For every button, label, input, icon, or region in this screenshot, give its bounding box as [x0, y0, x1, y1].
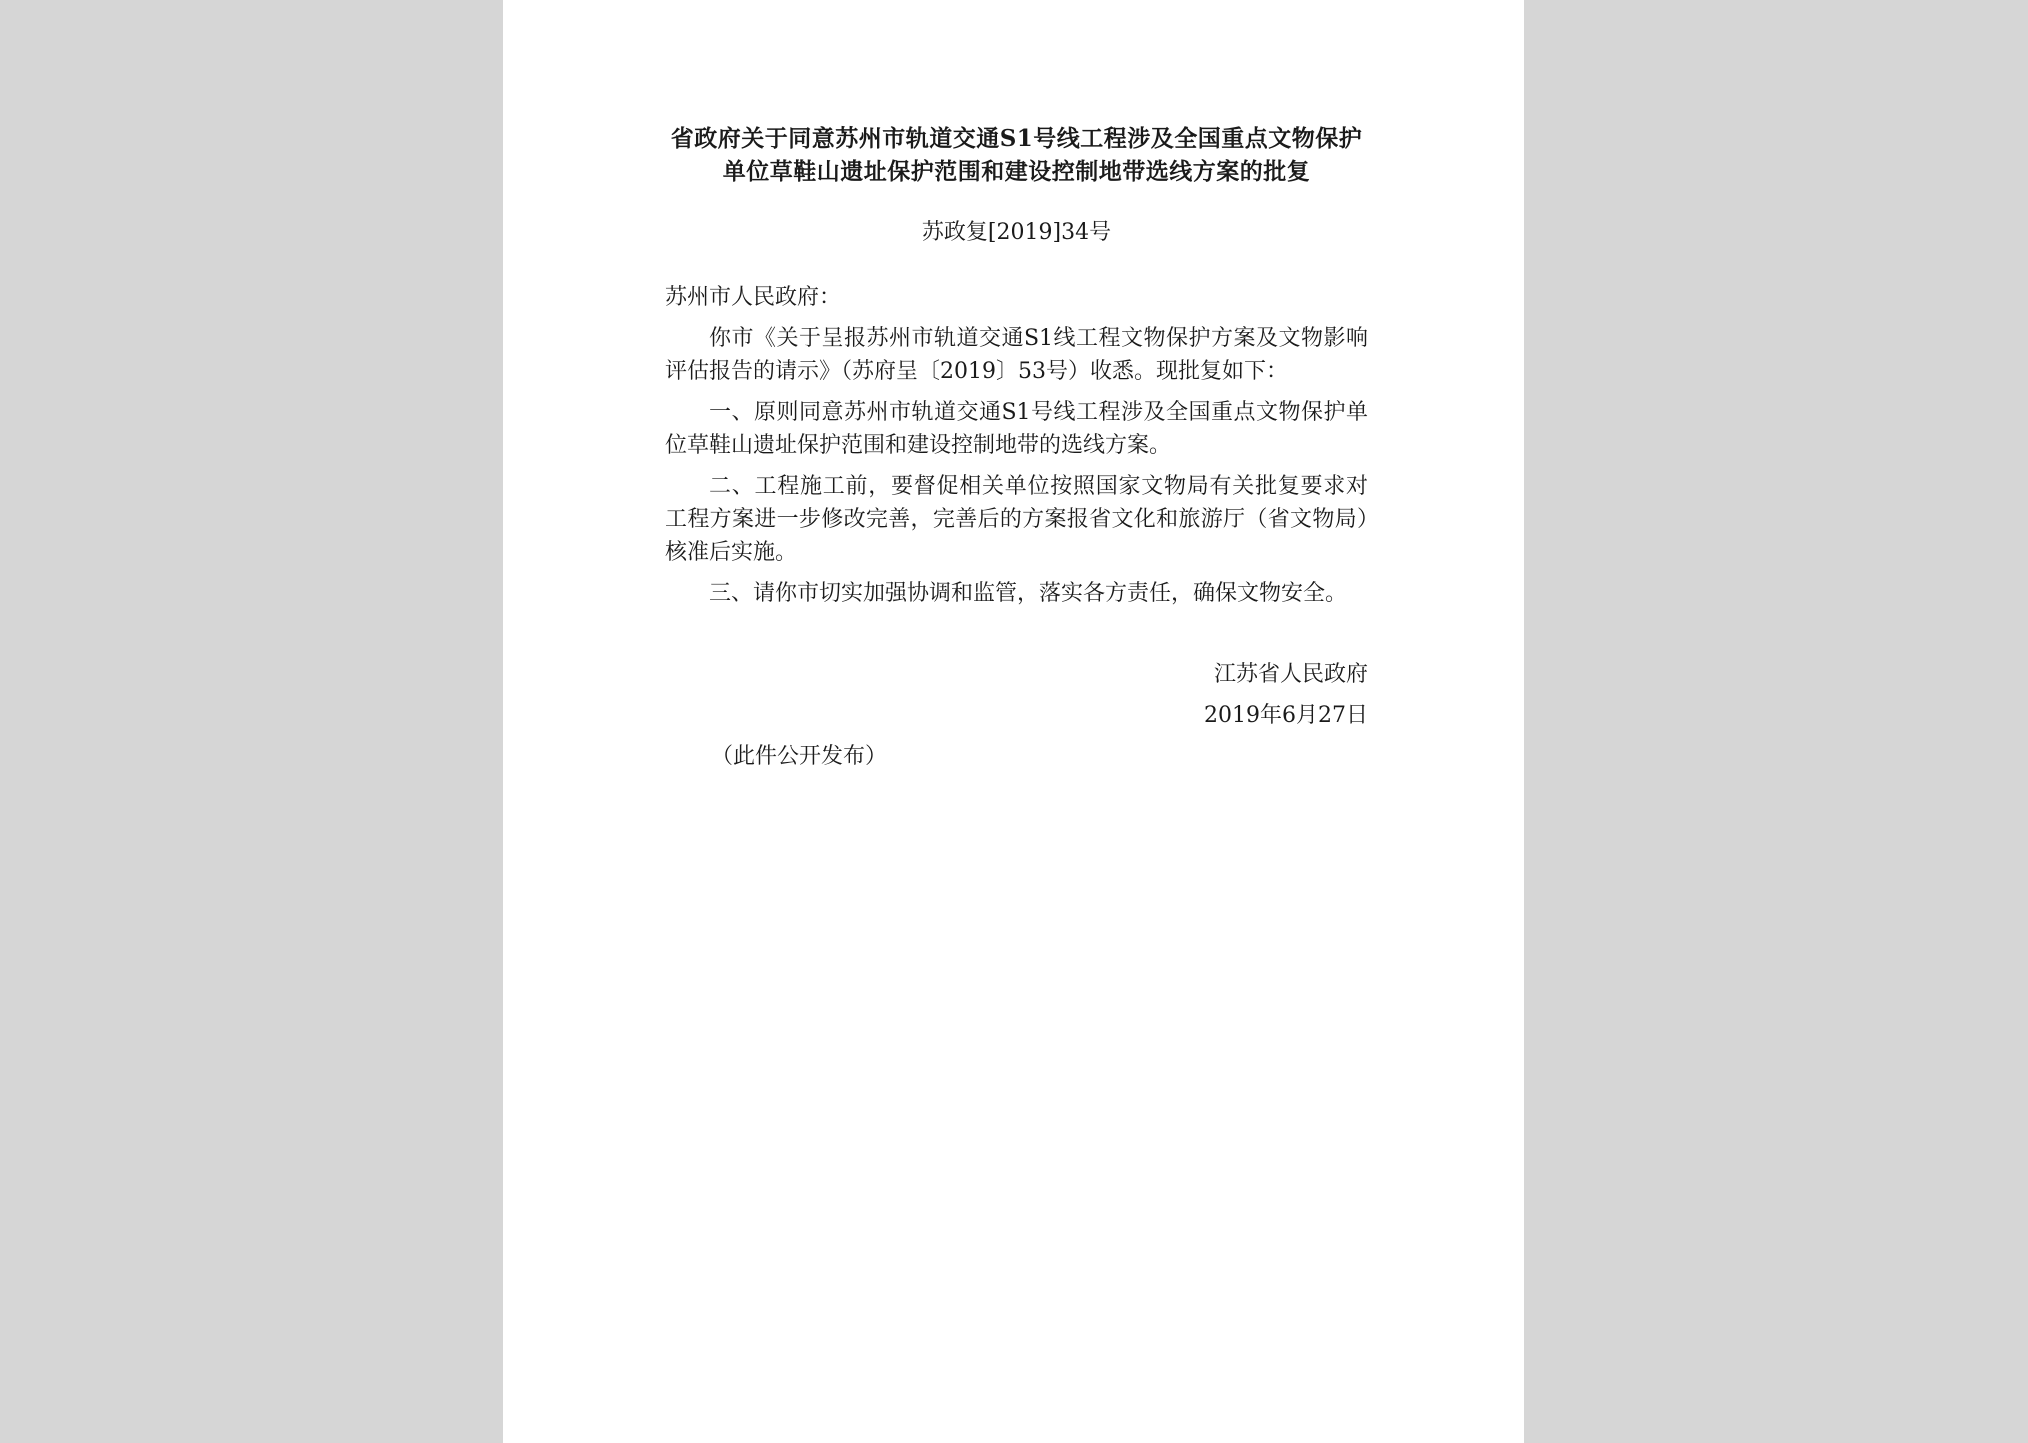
signature-date: 2019年6月27日 [1204, 703, 1368, 728]
document-title: 省政府关于同意苏州市轨道交通S1号线工程涉及全国重点文物保护单位草鞋山遗址保护范围和建设控制地带选线方案的批复 [670, 125, 1363, 185]
signatory: 江苏省人民政府 [1213, 662, 1368, 687]
paragraph-item-1: 一、原则同意苏州市轨道交通S1号线工程涉及全国重点文物保护单位草鞋山遗址保护范围和建设控制地带的选线方案。 [665, 400, 1368, 458]
paragraph-intro: 你市《关于呈报苏州市轨道交通S1线工程文物保护方案及文物影响评估报告的请示》（苏府呈〔2019〕53号）收悉。现批复如下： [665, 326, 1368, 384]
salutation: 苏州市人民政府： [665, 285, 842, 310]
paragraph-item-3: 三、请你市切实加强协调和监管，落实各方责任，确保文物安全。 [709, 581, 1348, 606]
document-body [665, 122, 1368, 773]
release-note: （此件公开发布） [711, 744, 888, 769]
document-page [503, 0, 1524, 1443]
paragraph-item-2: 二、工程施工前，要督促相关单位按照国家文物局有关批复要求对工程方案进一步修改完善，完善后的方案报省文化和旅游厅（省文物局）核准后实施。 [665, 474, 1368, 565]
document-number: 苏政复[2019]34号 [921, 220, 1112, 245]
